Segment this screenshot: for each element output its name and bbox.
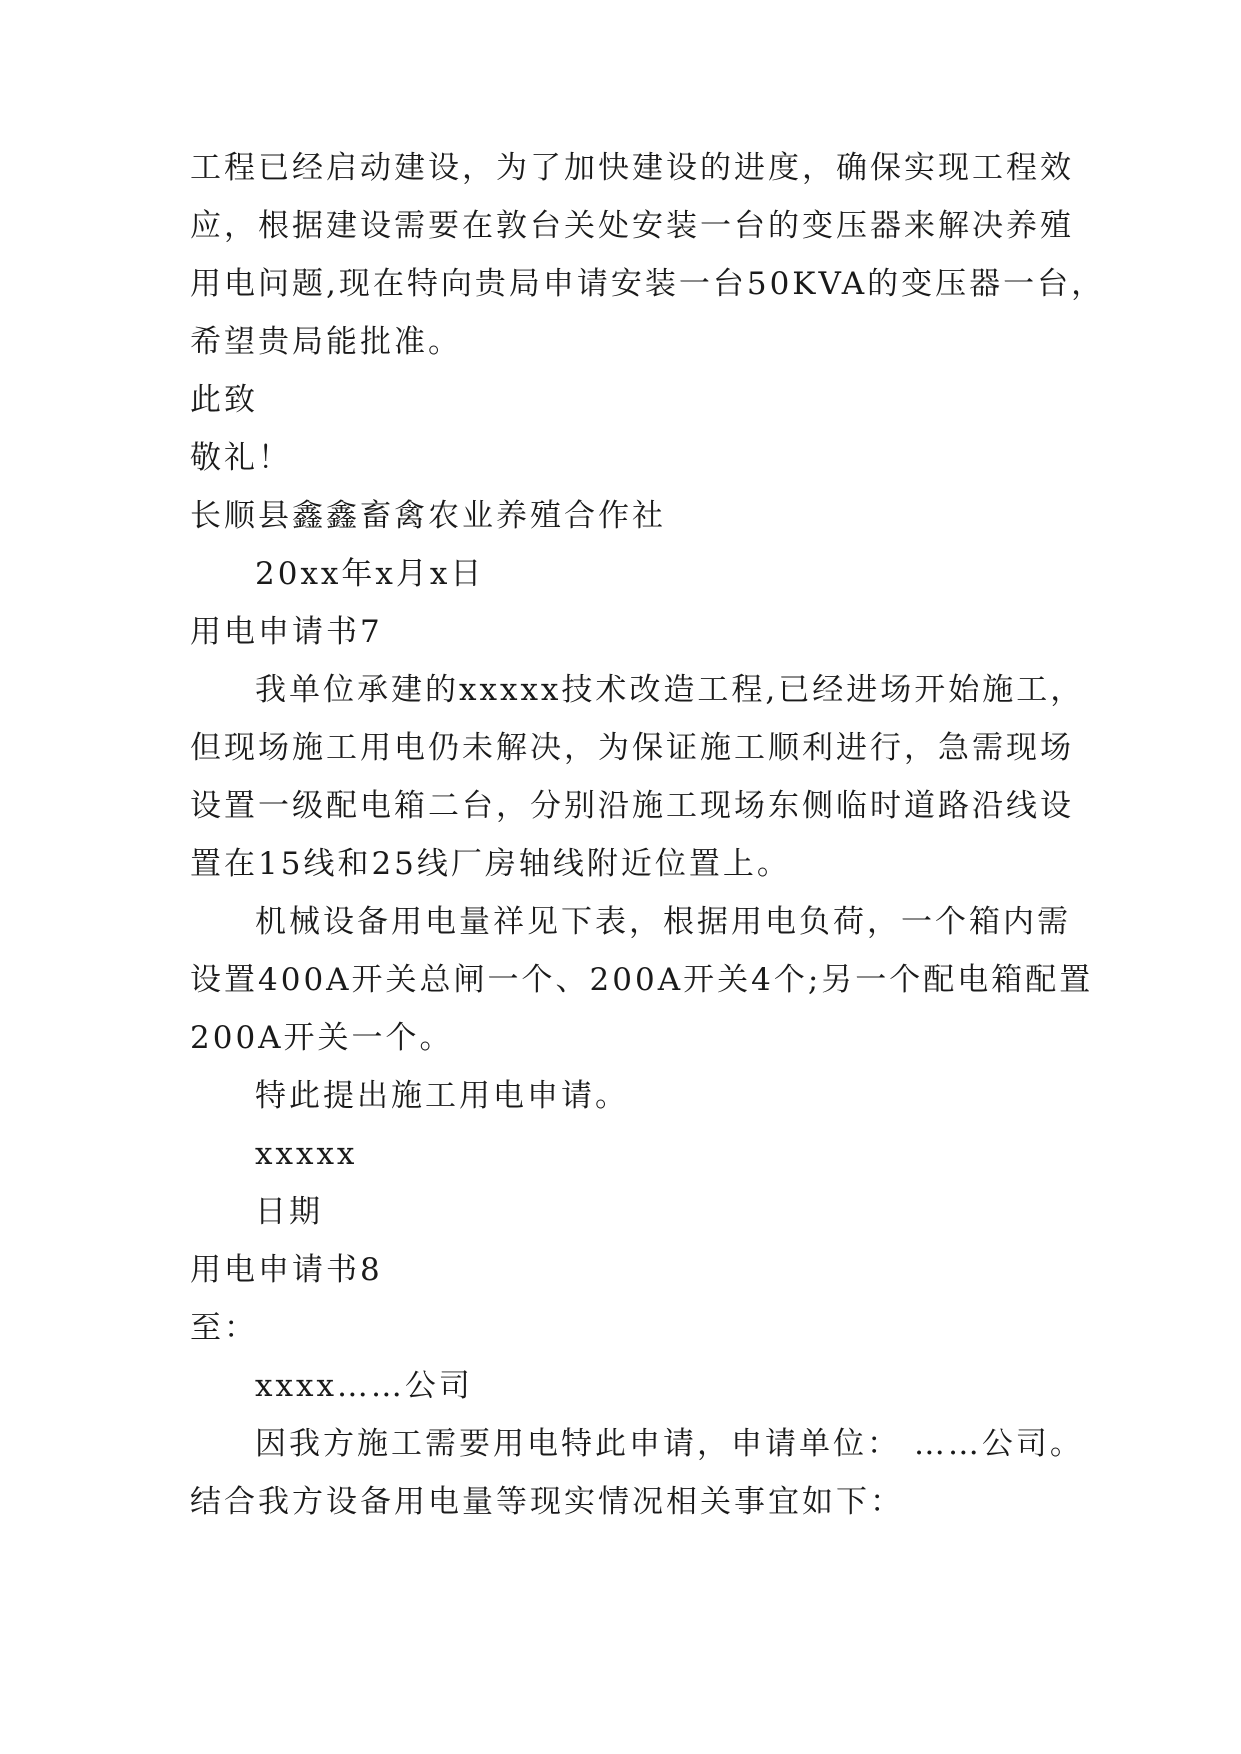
paragraph-line: 因我方施工需要用电特此申请，申请单位： ……公司。: [255, 1426, 1084, 1462]
signature-name: xxxxx: [255, 1136, 358, 1172]
section-heading: 用电申请书8: [190, 1252, 383, 1288]
addressee-label: 至：: [190, 1310, 258, 1346]
signature-org: 长顺县鑫鑫畜禽农业养殖合作社: [190, 498, 666, 534]
signature-date: 日期: [255, 1194, 323, 1230]
paragraph-line: 200A开关一个。: [190, 1020, 454, 1056]
paragraph-line: 结合我方设备用电量等现实情况相关事宜如下：: [190, 1484, 904, 1520]
paragraph-line: 机械设备用电量祥见下表，根据用电负荷，一个箱内需: [255, 904, 1071, 940]
paragraph-line: 设置400A开关总闸一个、200A开关4个;另一个配电箱配置: [190, 962, 1094, 998]
addressee-name: xxxx……公司: [255, 1368, 473, 1404]
paragraph-line: 置在15线和25线厂房轴线附近位置上。: [190, 846, 791, 882]
paragraph-line: 工程已经启动建设，为了加快建设的进度，确保实现工程效: [190, 150, 1074, 186]
section-heading: 用电申请书7: [190, 614, 383, 650]
paragraph-line: 但现场施工用电仍未解决，为保证施工顺利进行，急需现场: [190, 730, 1074, 766]
paragraph-line: 希望贵局能批准。: [190, 324, 462, 360]
paragraph-line: 特此提出施工用电申请。: [255, 1078, 629, 1114]
salutation-line: 敬礼！: [190, 440, 292, 476]
paragraph-line: 用电问题,现在特向贵局申请安装一台50KVA的变压器一台，: [190, 266, 1106, 302]
paragraph-line: 应，根据建设需要在敦台关处安装一台的变压器来解决养殖: [190, 208, 1074, 244]
paragraph-line: 我单位承建的xxxxx技术改造工程,已经进场开始施工，: [255, 672, 1085, 708]
signature-date: 20xx年x月x日: [255, 556, 485, 592]
closing-line: 此致: [190, 382, 258, 418]
paragraph-line: 设置一级配电箱二台，分别沿施工现场东侧临时道路沿线设: [190, 788, 1074, 824]
